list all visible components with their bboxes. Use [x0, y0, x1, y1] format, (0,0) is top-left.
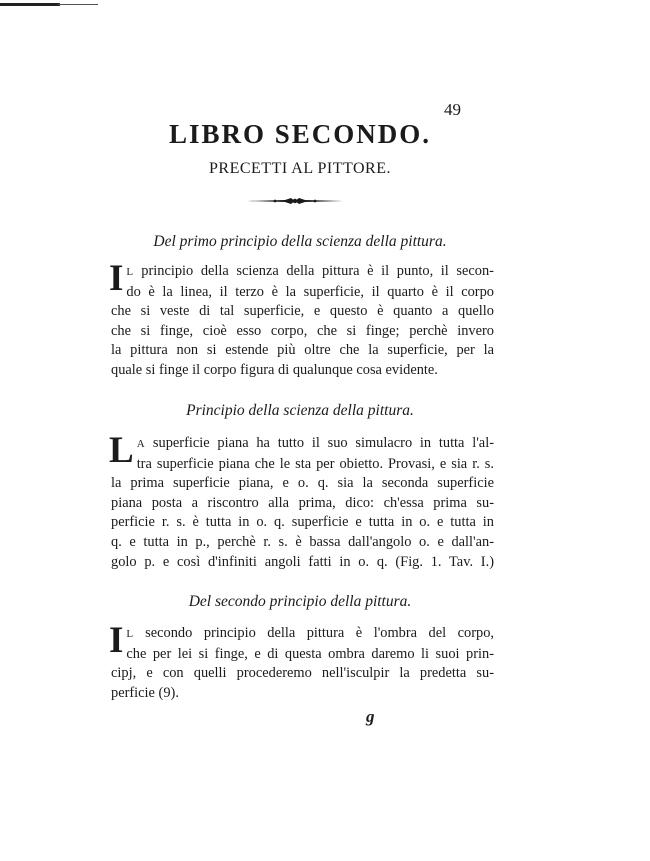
- text-line: piana posta a riscontro alla prima, dico: ch'essa prima su-: [111, 494, 494, 511]
- section-heading: Del secondo principio della pittura.: [188, 593, 412, 610]
- book-title: LIBRO SECONDO.: [168, 119, 432, 149]
- paragraph: [109, 258, 494, 381]
- paragraph: [109, 430, 494, 572]
- ornament-divider-icon: [245, 195, 345, 207]
- text-line: che si veste di tal superficie, e questo è quanto a quello: [111, 303, 494, 320]
- scan-edge-mark-thin: [58, 4, 98, 5]
- text-line: golo p. e così d'infiniti angoli fatti in o. q. (Fig. 1. Tav. I.): [111, 553, 494, 570]
- text-line: secondo principio della pittura è l'ombra del corpo,: [145, 625, 494, 641]
- text-line: quale si finge il corpo figura di qualunque cosa evidente.: [111, 361, 438, 378]
- text-line: tra superficie piana che le sta per obietto. Provasi, e sia r. s.: [136, 455, 494, 472]
- text-line: perficie (9).: [111, 684, 179, 701]
- page-number: 49: [444, 100, 461, 119]
- first-word-rest: L: [126, 266, 134, 278]
- text-line: perficie r. s. è tutta in o. q. superficie e tutta in o. e tutta in: [111, 514, 494, 531]
- first-word-rest: A: [136, 438, 146, 450]
- text-line: superficie piana ha tutto il suo simulacro in tutta l'al-: [152, 435, 494, 451]
- drop-cap: I: [109, 258, 124, 299]
- section-heading: Del primo principio della scienza della pittura.: [153, 233, 447, 250]
- text-line: che per lei si finge, e di questa ombra daremo li suoi prin-: [126, 645, 494, 662]
- signature-mark: g: [366, 707, 375, 726]
- drop-cap: I: [109, 620, 124, 661]
- text-line: q. e tutta in p., perchè r. s. è bassa dall'angolo o. e dall'an-: [111, 533, 494, 550]
- text-line: la prima superficie piana, e o. q. sia la seconda superficie: [111, 475, 494, 492]
- text-line: principio della scienza della pittura è il punto, il secon-: [141, 263, 494, 279]
- text-line: la pittura non si estende più oltre che la superficie, per la: [111, 342, 494, 359]
- text-line: che si finge, cioè esso corpo, che si finge; perchè invero: [111, 322, 494, 339]
- section-heading: Principio della scienza della pittura.: [186, 402, 414, 419]
- first-word-rest: L: [126, 628, 134, 640]
- scan-edge-mark: [0, 3, 60, 6]
- paragraph: [109, 620, 494, 703]
- drop-cap: L: [109, 430, 134, 471]
- chapter-subtitle: PRECETTI AL PITTORE.: [209, 160, 391, 177]
- text-line: do è la linea, il terzo è la superficie, il quarto è il corpo: [126, 283, 494, 300]
- text-line: cipj, e con quelli procederemo nell'isculpir la predetta su-: [111, 665, 494, 682]
